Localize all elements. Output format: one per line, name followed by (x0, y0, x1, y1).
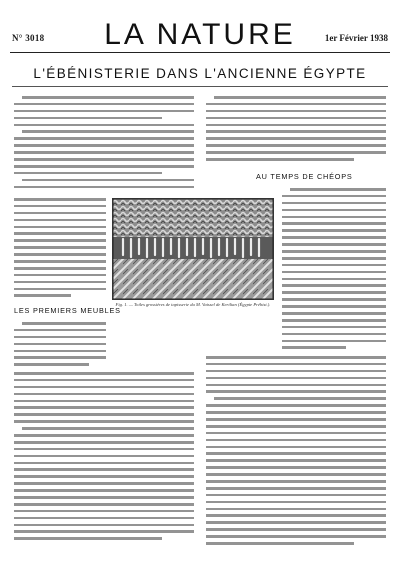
right-column-body (206, 356, 386, 549)
title-rule (12, 86, 388, 87)
masthead-rule (10, 52, 390, 53)
issue-date: 1er Février 1938 (324, 33, 388, 43)
right-column-beside-figure (282, 188, 386, 353)
left-column-intro (14, 96, 194, 192)
article-title: L'ÉBÉNISTERIE DANS L'ANCIENNE ÉGYPTE (33, 66, 367, 81)
issue-number: N° 3018 (12, 33, 45, 43)
figure-caption: Fig. 1. — Toiles grossières de tapisserie du M. Vaissel de Kerilian (Égypte Préhist.). (115, 302, 271, 307)
section-heading-premiers-meubles: LES PREMIERS MEUBLES (14, 306, 121, 315)
magazine-title: LA NATURE (104, 18, 296, 51)
left-column-beside-figure (14, 198, 106, 301)
section-heading-cheops: AU TEMPS DE CHÉOPS (256, 172, 353, 181)
right-column-intro (206, 96, 386, 165)
left-column-section-a (14, 322, 106, 370)
basketry-photograph (112, 198, 274, 300)
left-column-section-b (14, 372, 194, 544)
basketry-illustration (113, 199, 273, 299)
